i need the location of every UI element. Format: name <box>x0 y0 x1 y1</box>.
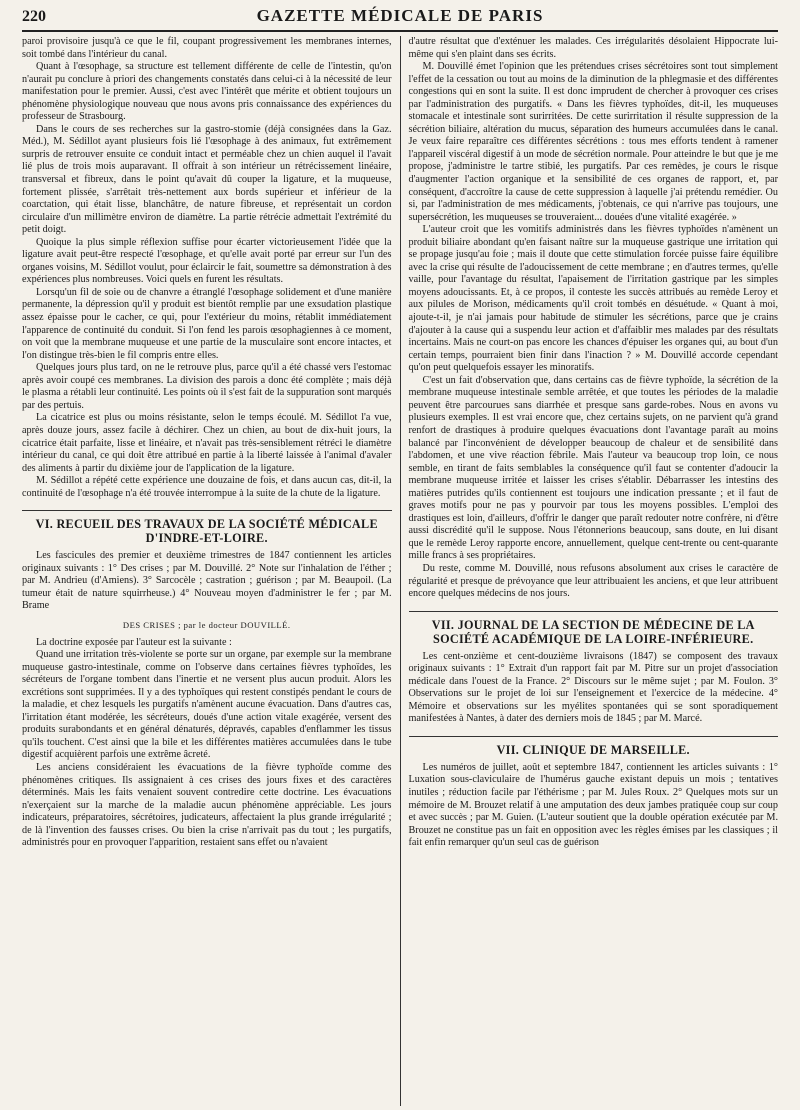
paragraph: Les fascicules des premier et deuxième trimestres de 1847 contiennent les articles originaux suivants : 1° Des crises ; par M. Douvillé. 2° Note sur l'inhalation de l'éther ; par M. Andrieu (d'Amiens). 3° Sarcocèle ; castration ; guérison ; par M. Beaupoil. (La tumeur était de nature squirrheuse.) 4° Nouveau moyen d'administrer le fer ; par M. Brame <box>22 550 392 612</box>
paragraph: d'autre résultat que d'exténuer les malades. Ces irrégularités désolaient Hippocrate lui-même qui s'en plaint dans ses écrits. <box>408 36 778 60</box>
left-column <box>22 36 401 1106</box>
right-column <box>401 36 779 1106</box>
paragraph: Quant à l'œsophage, sa structure est tellement différente de celle de l'intestin, qu'on n'aurait pu conclure à priori des changements constatés dans celui-ci à la nécessité de leur manifestation pour le premier. Aussi, c'est avec l'intérêt que mérite et obtient toujours un phénomène physiologique nouveau que nous avons pris connaissance des expériences du professeur de Strasbourg. <box>22 61 392 123</box>
page-number: 220 <box>22 8 46 25</box>
article-subheading: DES CRISES ; par le docteur DOUVILLÉ. <box>122 619 291 630</box>
paragraph: Quelques jours plus tard, on ne le retrouve plus, parce qu'il a été chassé vers l'estomac après avoir coupé ces membranes. La division des parois a donc été complète ; mais déjà le plasma a rétabli leur continuité. Les points où il s'est fait de la suppuration sont marqués par des pertuis. <box>22 362 392 411</box>
paragraph: Les cent-onzième et cent-douzième livraisons (1847) se composent des travaux originaux suivants : 1° Extrait d'un rapport fait par M. Pitre sur un projet d'association médicale dans l'ouest de la France. 2° Discours sur le même sujet ; par M. Foulon. 3° Observations sur le projet de loi sur l'enseignement et l'exercice de la médecine. 4° Mémoire et observations sur les myélites spontanées qui se sont sporadiquement manifestées à Nantes, à dater des derniers mois de 1845 ; par M. Marcé. <box>408 650 778 725</box>
left-article-body <box>22 36 392 500</box>
paragraph: Quand une irritation très-violente se porte sur un organe, par exemple sur la membrane muqueuse gastro-intestinale, comme on l'observe dans certaines fièvres typhoïdes, les sécréteurs de l'organe tombent dans l'inertie et ne versent plus aucun produit. Alors les excrétions sont supprimées. Il y a des typhoïques qui restent constipés pendant le cours de la maladie, et chez lesquels les purgatifs n'amènent aucune évacuation. Dans d'autres cas, l'irritation étant modérée, les sécréteurs, doués d'une action vitale exagérée, versent des produits surabondants et en général dénaturés, dépravés, capables d'enflammer les tissus qu'ils touchent. C'est ainsi que la bile et les différentes matières accumulées dans le tube digestif acquièrent parfois une extrême âcreté. <box>22 649 392 761</box>
paragraph: Du reste, comme M. Douvillé, nous refusons absolument aux crises le caractère de régularité et presque de prévoyance que leur attribuaient les anciens, et que leur attribuent encore quelques médecins de nos jours. <box>408 562 778 600</box>
section-heading-vi: VI. RECUEIL DES TRAVAUX DE LA SOCIÉTÉ MÉDICALE D'INDRE-ET-LOIRE. <box>35 517 378 546</box>
paragraph: paroi provisoire jusqu'à ce que le fil, coupant progressivement les membranes internes, soit tombé dans l'intérieur du canal. <box>22 36 392 60</box>
paragraph: Quoique la plus simple réflexion suffise pour écarter victorieusement l'idée que la ligature avait peut-être respecté l'œsophage, et qu'elle avait porté par erreur sur l'un des organes voisins, M. Sédillot voulut, pour éclaircir le fait, soumettre sa démonstration à des expériences plus nombreuses. Voici quels en furent les résultats. <box>22 236 392 286</box>
paragraph: La doctrine exposée par l'auteur est la suivante : <box>36 636 232 648</box>
paragraph: La cicatrice est plus ou moins résistante, selon le temps écoulé. M. Sédillot l'a vue, après douze jours, assez facile à déchirer. Chez un chien, au bout de dix-huit jours, la cicatrice était parfaite, lisse et linéaire, et n'avait pas très-sensiblement rétréci le diamètre intérieur du canal, ce qui doit être attribué en partie à la liberté laissée à l'animal d'avaler des aliments à partir du dixième jour de l'application de la ligature. <box>22 412 392 474</box>
journal-title: GAZETTE MÉDICALE DE PARIS <box>256 6 544 25</box>
divider <box>409 736 779 737</box>
page-header <box>22 6 778 32</box>
divider <box>22 510 392 511</box>
paragraph: Les numéros de juillet, août et septembre 1847, contiennent les articles suivants : 1° Luxation sous-claviculaire de l'humérus gauche existant depuis un mois ; tentatives inutiles ; réduction facile par l'éthérisme ; par M. Jules Roux. 2° Quelques mots sur un mémoire de M. Brouzet relatif à une amputation des deux jambes pratiquée coup sur coup et avec succès ; par M. Guien. (L'auteur soutient que la double opération exécutée par M. Brouzet ne constitue pas un fait en opposition avec les règles émises par les classiques ; il fait enfin remarquer qu'un seul cas de guérison <box>408 761 778 849</box>
section-heading-vii: VII. JOURNAL DE LA SECTION DE MÉDECINE DE LA SOCIÉTÉ ACADÉMIQUE DE LA LOIRE-INFÉRIEURE. <box>431 617 755 646</box>
paragraph: Dans le cours de ses recherches sur la gastro-stomie (déjà consignées dans la Gaz. Méd.), M. Sédillot ayant plusieurs fois lié l'œsophage à des animaux, fut extrêmement surpris de retrouver ensuite ce conduit intact et perméable chez un chien auquel il l'avait lié plus de trois mois auparavant. Il offrait à son intérieur un rétrécissement linéaire, transversal et fibreux, dans le point qu'avait dû couper la ligature, et la muqueuse, fortement plissée, s'arrêtait très-nettement aux bords supérieur et inférieur de la coarctation, qui était lisse, blanchâtre, de nature fibreuse, et représentait un cordon circulaire d'un millimètre environ de diamètre. La partie rétrécie admettait l'extrémité du petit doigt. <box>22 123 392 236</box>
columns <box>22 36 778 1106</box>
paragraph: Les anciens considéraient les évacuations de la fièvre typhoïde comme des phénomènes critiques. Ils assignaient à ces crises des jours fixes et des caractères déterminés. Mais les faits venaient souvent contredire cette doctrine. Les évacuations n'exerçaient sur la marche de la maladie aucun phénomène appréciable. Les jours indicateurs, préparatoires, sécrétoires, judicateurs, affectaient la plus grande irrégularité ; de là l'invention des fausses crises. Ou bien la crise n'arrivait pas du tout ; les purgatifs, administrés pour en provoquer l'apparition, restaient sans effet ou n'avaient <box>22 761 392 849</box>
section-heading-clinique: VII. CLINIQUE DE MARSEILLE. <box>496 742 690 757</box>
paragraph: Lorsqu'un fil de soie ou de chanvre a étranglé l'œsophage solidement et d'une manière permanente, la dépression qu'il y produit est bientôt remplie par une exsudation plastique assez épaisse pour le cacher, ce qui, pour l'extérieur du moins, rétablit immédiatement l'apparence de continuité du conduit. Si l'on fend les parois œsophagiennes à ce moment, on voit que la membrane muqueuse et une partie de la musculaire sont encore intactes, et l'on distingue très-bien le fil compris entre elles. <box>22 286 392 361</box>
divider <box>409 611 779 612</box>
paragraph: M. Douvillé émet l'opinion que les prétendues crises sécrétoires sont tout simplement l'effet de la cessation ou tout au moins de la diminution de la phlegmasie et des différentes congestions qui en sont la suite. Il est donc imprudent de chercher à provoquer ces crises par l'administration des purgatifs. « Dans les fièvres typhoïdes, dit-il, les muqueuses stomacale et intestinale sont surirritées. De cette surirritation il résulte suppression de la sécrétion biliaire, altération du mucus, séparation des humeurs accumulées dans le canal. Je veux faire reparaître ces différentes sécrétions : tous mes efforts tendent à ramener l'appareil viscéral digestif à un mode de sécrétion normale. Pour atteindre le but que je me propose, j'administre le tartre stibié, les purgatifs. Par ces remèdes, je cours le risque d'augmenter l'action organique et la sensibilité de ces organes de rapport, et, par conséquent, d'accroître la cause de cette suppression à laquelle j'ai prétendu remédier. Ou si, par l'administration de mes médicaments, j'obtenais, ce qui n'arrive pas toujours, une supersécrétion, les muqueuses se trouveraient... douées d'une vitalité exagérée. » <box>408 61 778 223</box>
paragraph: L'auteur croit que les vomitifs administrés dans les fièvres typhoïdes n'amènent un produit biliaire abondant qu'en faisant naître sur la muqueuse gastrique une irritation qui se propage jusqu'au foie ; mais il doute que cette stimulation forcée puisse faire équilibre avec la crise qui résulte de l'adoucissement de cette membrane ; en d'autres termes, qu'elle vaille, pour l'avantage du résultat, l'apaisement de l'irritation gastrique par les simples moyens adoucissants. Et, à ce propos, il conteste les succès attribués au remède Leroy et aux pilules de Morison, médicaments qu'il croit tombés en désuétude. « Quant à moi, ajoute-t-il, je n'ai jamais pour habitude de stimuler les sécrétions, parce que je crains d'ajouter à la cause qui a suspendu leur action et d'affaiblir mes malades par des résultats incertains. Mais ne court-on pas encore les chances d'épuiser les organes qui, au bout d'un certain temps, pourraient bien finir dans l'inaction ? » M. Douvillé accorde cependant qu'on peut quelquefois essayer les minoratifs. <box>408 224 778 374</box>
paragraph: C'est un fait d'observation que, dans certains cas de fièvre typhoïde, la sécrétion de la membrane muqueuse intestinale semble arrêtée, et que toutes les périodes de la maladie peuvent être parcourues sans diarrhée et presque sans garde-robes. Nous en avons vu plusieurs exemples. Il est vrai encore que, chez certains sujets, on ne parvient qu'à grand renfort de drastiques à produire quelques évacuations dont l'avantage paraît au moins balancé par l'inconvénient de développer beaucoup de chaleur et de sensibilité dans l'abdomen, et une vive réaction fébrile. Mais l'auteur va beaucoup trop loin, ce nous semble, en tirant de faits semblables la conséquence qu'il faut se contenter d'adoucir la membrane muqueuse irritée et laisser les crises s'établir. Débarrasser les intestins des matières putrides qu'ils contiennent est toujours une indication pressante ; et il faut de graves motifs pour ne pas y pourvoir par tous les moyens possibles. L'emploi des drastiques est loin, d'ailleurs, d'offrir le danger que paraît redouter notre confrère, ni d'être aussi discrédité qu'il le suppose. Nous l'étonnerions beaucoup, sans doute, en lui disant que le remède Leroy rapporte encore, annuellement, quelque cent-trente ou cent-quarante mille francs à ses propriétaires. <box>408 374 778 562</box>
paragraph: M. Sédillot a répété cette expérience une douzaine de fois, et dans aucun cas, dit-il, la continuité de l'œsophage n'a été trouvée interrompue à la suite de la chute de la ligature. <box>22 475 392 499</box>
